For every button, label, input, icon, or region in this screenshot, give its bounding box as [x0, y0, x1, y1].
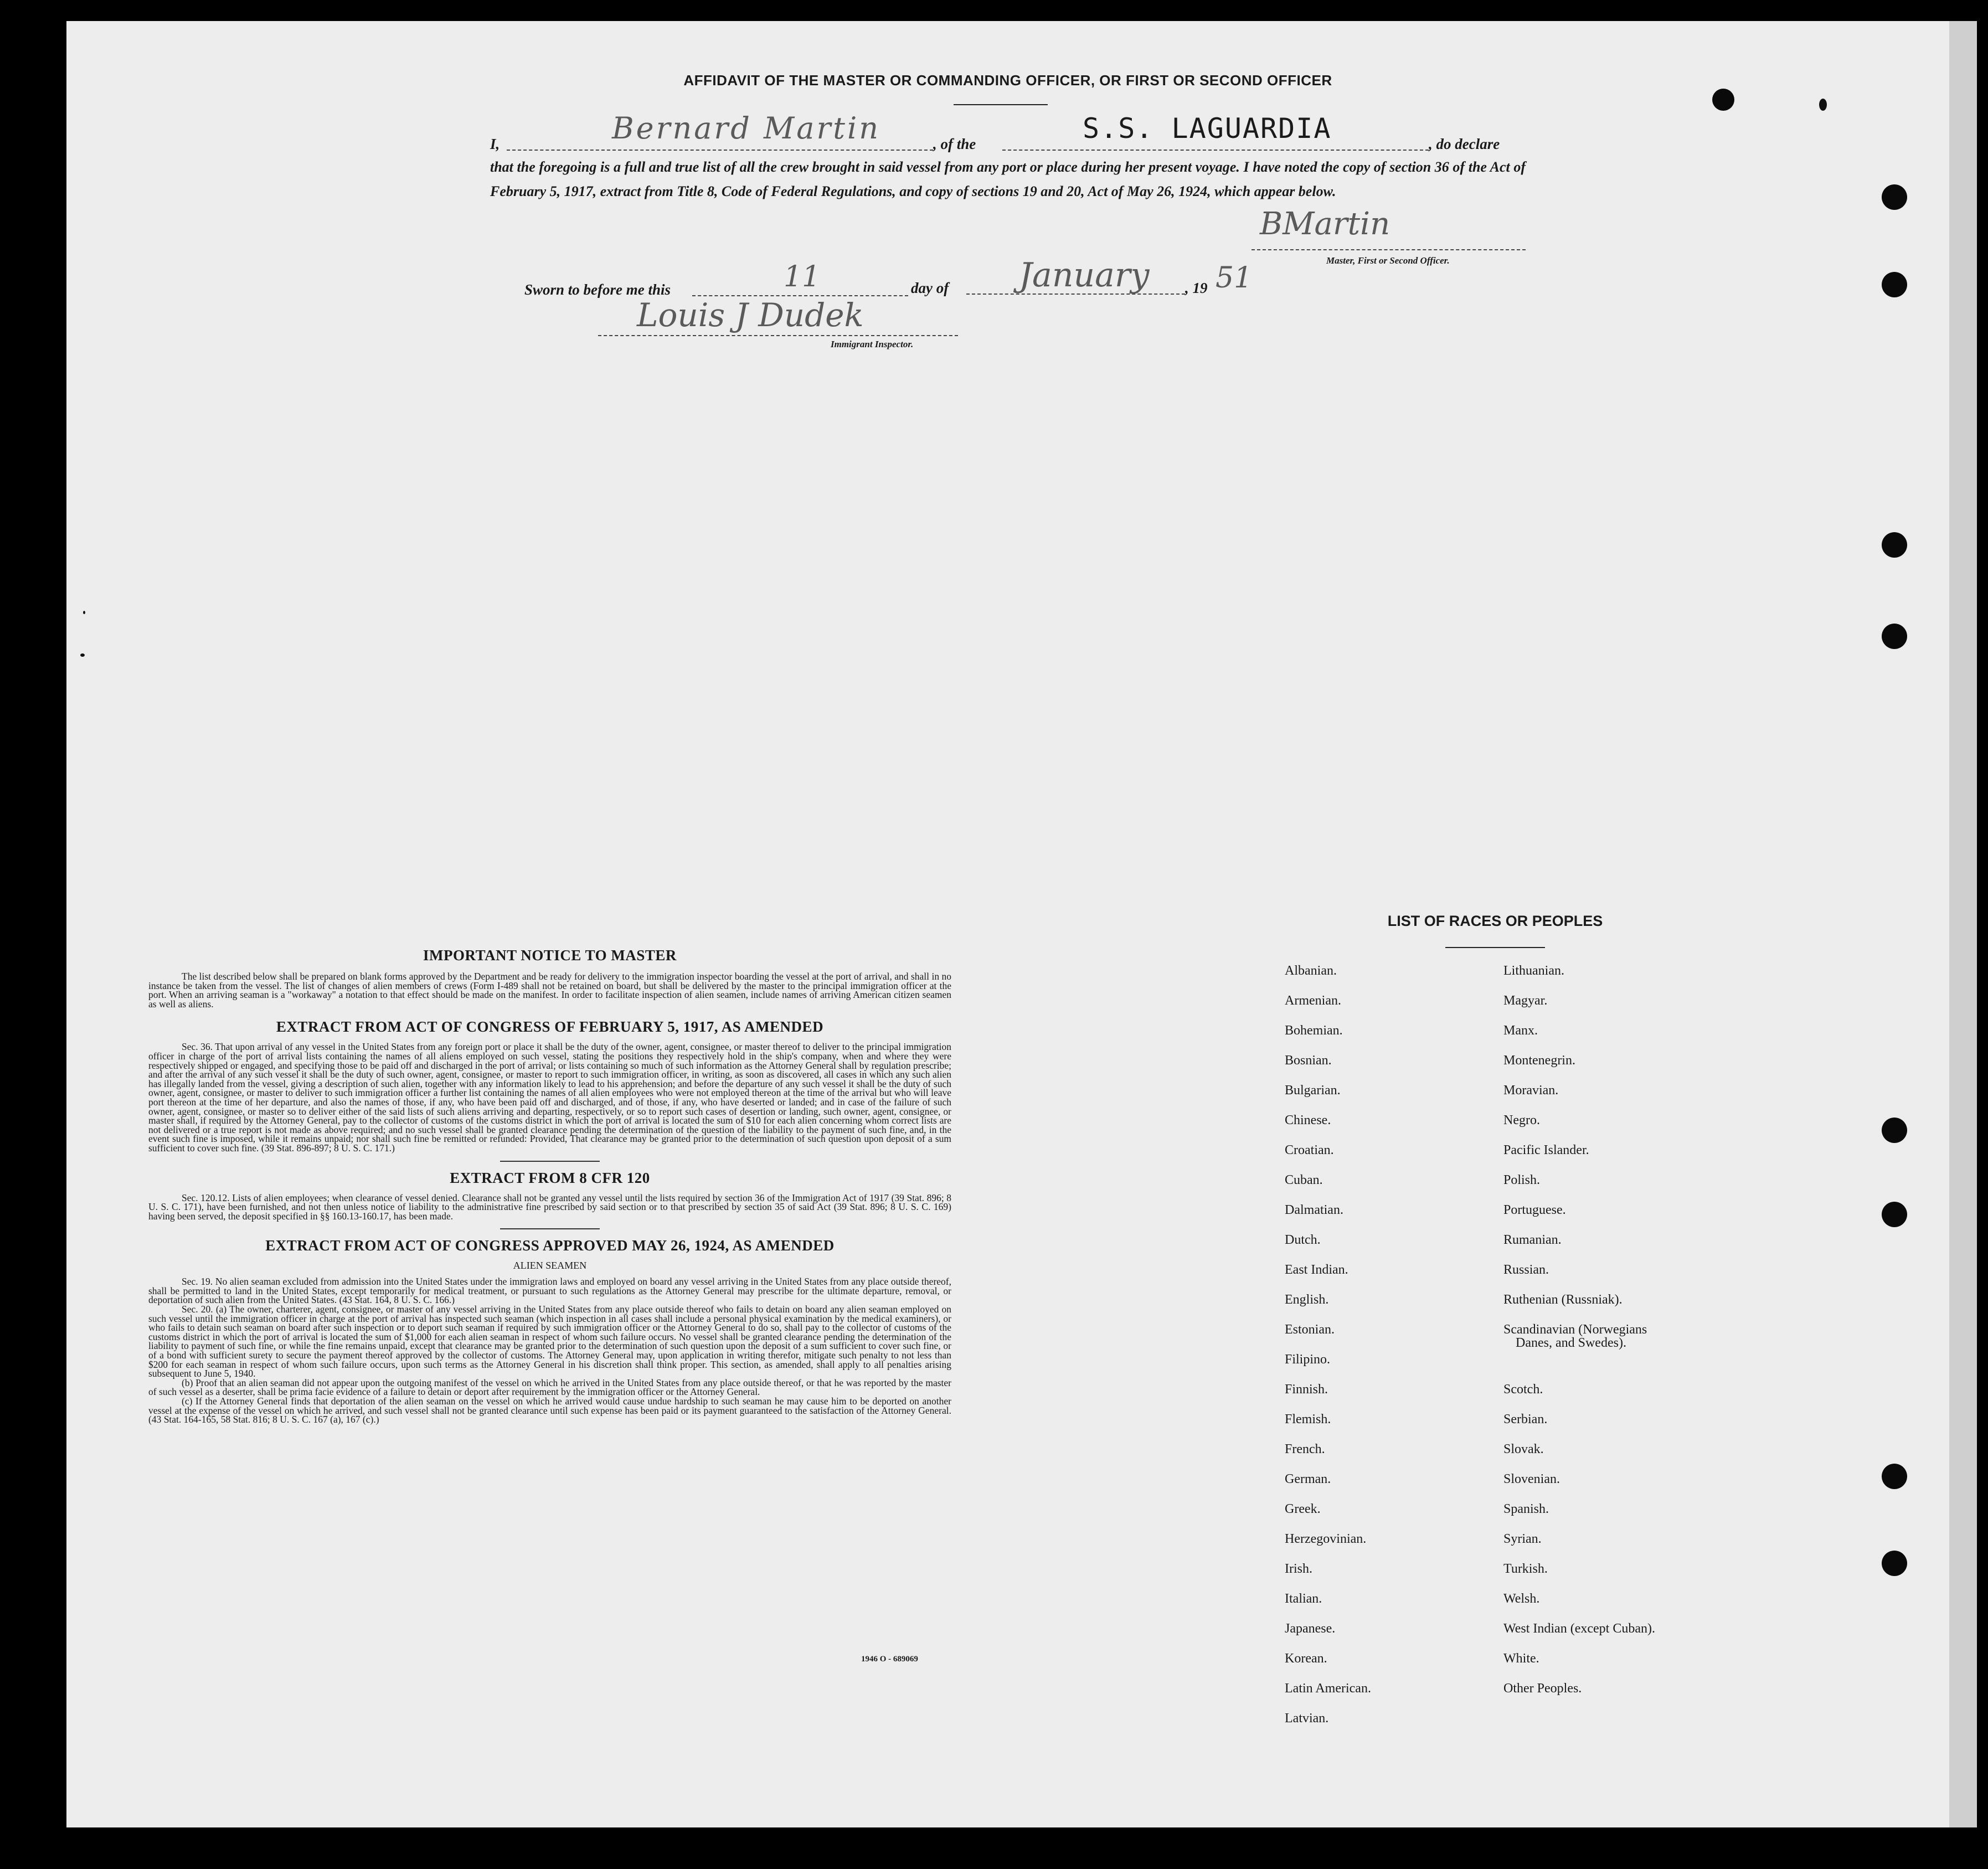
race-item: Moravian. [1503, 1083, 1559, 1098]
vessel-name: S.S. LAGUARDIA [1083, 112, 1332, 145]
race-item: Italian. [1285, 1592, 1322, 1606]
master-caption: Master, First or Second Officer. [1326, 255, 1450, 266]
race-item: Flemish. [1285, 1412, 1331, 1427]
race-item: Welsh. [1503, 1592, 1540, 1606]
race-item: Albanian. [1285, 964, 1337, 978]
year-prefix: , 19 [1185, 280, 1208, 296]
punch-hole [1882, 184, 1907, 210]
extract-1924-sec19: Sec. 19. No alien seaman excluded from admission into the United States under the immigration laws and employed on board any vessel arriving in the United States from any place outside thereof, shall be permitted to land in the United States, except temporarily for medical treatment, or pursuant to such regulations as the Attorney General may prescribe for the ultimate departure, removal, or deportation of such alien from the United States. (43 Stat. 164, 8 U. S. C. 166.) [148, 1276, 951, 1306]
inspector-signature-line [598, 335, 958, 336]
race-item: Korean. [1285, 1651, 1327, 1666]
sworn-label: Sworn to before me this [524, 281, 671, 298]
punch-hole [1882, 1118, 1907, 1143]
race-item: Rumanian. [1503, 1233, 1562, 1247]
race-item: White. [1503, 1651, 1539, 1666]
race-item: Montenegrin. [1503, 1053, 1575, 1068]
race-item: German. [1285, 1472, 1331, 1486]
race-item: Russian. [1503, 1263, 1549, 1277]
ink-speck [83, 611, 85, 614]
race-item: Danes, and Swedes). [1516, 1336, 1626, 1350]
race-item: English. [1285, 1293, 1329, 1307]
master-name-handwriting: Bernard Martin [612, 111, 881, 146]
race-item: Pacific Islander. [1503, 1143, 1589, 1157]
extract-1917-title: EXTRACT FROM ACT OF CONGRESS OF FEBRUARY 5, 1917, AS AMENDED [276, 1018, 824, 1036]
race-item: Dalmatian. [1285, 1203, 1343, 1217]
punch-hole [1882, 1464, 1907, 1489]
notice-body: The list described below shall be prepared on blank forms approved by the Department and be ready for delivery to the immigration inspector boarding the vessel at the port of arrival, and shall in no instance be taken from the vessel. The list of changes of alien members of crews (Form I-489 shall not be retained on board, but shall be delivered by the master to the principal immigration officer at the port. When an arriving seaman is a "workaway" a notation to that effect should be made on the manifest. In order to facilitate inspection of alien seamen, include names of arriving American citizen seamen as well as aliens. [148, 971, 951, 1010]
race-item: Armenian. [1285, 993, 1341, 1008]
sworn-day: 11 [784, 260, 821, 294]
race-item: Lithuanian. [1503, 964, 1564, 978]
sworn-month: January [1019, 256, 1150, 295]
race-item: Filipino. [1285, 1352, 1331, 1367]
title-underline [954, 104, 1048, 105]
punch-hole [1712, 89, 1734, 111]
inspector-signature: Louis J Dudek [637, 296, 864, 334]
race-item: Syrian. [1503, 1532, 1542, 1546]
extract-1924-sec20a: Sec. 20. (a) The owner, charterer, agent, consignee, or master of any vessel arriving in the United States from any place outside thereof who fails to detain on board any alien seaman employed on such vessel until the immigration officer in charge at the port of arrival has inspected such seaman (which inspection in all cases shall include a personal physical examination by the medical examiners), or who fails to detain such seaman on board after such inspection or to deport such seaman if required by such immigration officer or the Attorney General to do so, shall pay to the collector of customs of the customs district in which the port of arrival is located the sum of $1,000 for each alien seaman in respect of whom such failure occurs. No vessel shall be granted clearance pending the determination of the liability to payment of such fine, or while the fine remains unpaid, except that clearance may be granted prior to the determination of such question upon the deposit of a sum sufficient to cover such fine, or of a bond with sufficient surety to secure the payment thereof approved by the collector of customs. The Attorney General may, upon application in writing therefor, mitigate such penalty to not less than $200 for each seaman in respect of whom such failure occurs, upon such terms as the Attorney General in his discretion shall think proper. This section, as amended, shall apply to all penalties arising subsequent to June 5, 1940. [148, 1304, 951, 1379]
race-item: Dutch. [1285, 1233, 1321, 1247]
extract-1924-subtitle: ALIEN SEAMEN [513, 1260, 587, 1271]
inspector-caption: Immigrant Inspector. [831, 339, 914, 349]
race-item: Chinese. [1285, 1113, 1331, 1127]
of-the-label: , of the [933, 136, 976, 152]
race-item: Polish. [1503, 1173, 1541, 1187]
section-divider [500, 1161, 600, 1162]
day-of-label: day of [911, 280, 949, 296]
notice-title: IMPORTANT NOTICE TO MASTER [423, 947, 677, 964]
race-item: Manx. [1503, 1023, 1538, 1038]
master-name-line [507, 150, 933, 151]
declaration-text: that the foregoing is a full and true list of all the crew brought in said vessel from any port or place during her present voyage. I have noted the copy of section 36 of the Act of February 5, 1917, extract from Title 8, Code of Federal Regulations, and copy of sections 19 and 20, Act of May 26, 1924, which appear below. [490, 159, 1526, 199]
extract-1924-sec20b: (b) Proof that an alien seaman did not appear upon the outgoing manifest of the vessel on which he arrived in the United States from any place outside thereof, or that he was reported by the master of such vessel as a deserter, shall be prima facie evidence of a failure to detain or deport after requirement by the immigration officer or the Attorney General. [148, 1377, 951, 1398]
race-item: Scandinavian (Norwegians [1503, 1322, 1647, 1337]
affidavit-title: AFFIDAVIT OF THE MASTER OR COMMANDING OFFICER, OR FIRST OR SECOND OFFICER [683, 72, 1332, 89]
race-item: Greek. [1285, 1502, 1321, 1516]
race-item: Latin American. [1285, 1681, 1371, 1696]
races-title-underline [1445, 947, 1545, 948]
race-item: Slovenian. [1503, 1472, 1560, 1486]
race-item: Irish. [1285, 1562, 1312, 1576]
race-item: Bohemian. [1285, 1023, 1343, 1038]
race-item: Herzegovinian. [1285, 1532, 1367, 1546]
race-item: East Indian. [1285, 1263, 1348, 1277]
extract-1917-body: Sec. 36. That upon arrival of any vessel in the United States from any foreign port or place it shall be the duty of the owner, agent, consignee, or master thereof to deliver to the principal immigration officer in charge of the port of arrival lists containing the names of all aliens employed on such vessel, stating the positions they respectively hold in the ship's company, when and where they were respectively shipped or engaged, and specifying those to be paid off and discharged in the port of arrival; or lists containing so much of such information as the Attorney General shall by regulation prescribe; and after the arrival of any such vessel it shall be the duty of such owner, agent, consignee, or master to report to such immigration officer, in writing, as soon as discovered, all cases in which any such alien has illegally landed from the vessel, giving a description of such alien, together with any information likely to lead to his apprehension; and before the departure of any such vessel it shall be the duty of such owner, agent, consignee, or master to deliver to such immigration officer a further list containing the names of all alien employees who were not employed thereon at the time of the arrival but who will leave port thereon at the time of her departure, and also the names of those, if any, who have been paid off and discharged, and of those, if any, who have deserted or landed; and in case of the failure of such owner, agent, consignee, or master so to deliver either of the said lists of such aliens arriving and departing, respectively, or so to report such cases of desertion or landing, such owner, agent, consignee, or master shall, if required by the Attorney General, pay to the collector of customs of the customs district in which the port of arrival is located the sum of $10 for each alien concerning whom correct lists are not delivered or a true report is not made as above required; and no such vessel shall be granted clearance pending the determination of the question of the liability to the payment of such fine, and, in the event such fine is imposed, while it remains unpaid; nor shall such fine be remitted or refunded: Provided, That clearance may be granted prior to the determination of such question upon deposit of a sum sufficient to cover such fine. (39 Stat. 896-897; 8 U. S. C. 171.) [148, 1041, 951, 1154]
race-item: French. [1285, 1442, 1325, 1456]
race-item: Cuban. [1285, 1173, 1323, 1187]
race-item: Slovak. [1503, 1442, 1544, 1456]
race-item: Magyar. [1503, 993, 1548, 1008]
page-edge-strip [1949, 21, 1977, 1827]
affidavit-i-label: I, [490, 136, 500, 152]
race-item: Finnish. [1285, 1382, 1328, 1397]
extract-1924-sec20c: (c) If the Attorney General finds that deportation of the alien seaman on the vessel on which he arrived would cause undue hardship to such seaman he may cause him to be deported on another vessel at the expense of the vessel on which he arrived, and such vessel shall not be granted clearance until such expense has been paid or its payment guaranteed to the satisfaction of the Attorney General. (43 Stat. 164-165, 58 Stat. 816; 8 U. S. C. 167 (a), 167 (c).) [148, 1396, 951, 1425]
extract-1924-title: EXTRACT FROM ACT OF CONGRESS APPROVED MAY 26, 1924, AS AMENDED [265, 1237, 835, 1254]
extract-cfr-body: Sec. 120.12. Lists of alien employees; when clearance of vessel denied. Clearance shall not be granted any vessel until the lists required by section 36 of the Immigration Act of 1917 (39 Stat. 896; 8 U. S. C. 171), have been furnished, and not then unless notice of liability to the administrative fine prescribed by said section or to that prescribed by section 35 of said Act (39 Stat. 896; 8 U. S. C. 169) having been served, the deposit specified in §§ 160.13-160.17, has been made. [148, 1192, 951, 1222]
race-item: West Indian (except Cuban). [1503, 1621, 1655, 1636]
year-suffix: 51 [1216, 261, 1253, 295]
race-item: Portuguese. [1503, 1203, 1566, 1217]
master-signature: BMartin [1260, 206, 1390, 242]
print-code: 1946 O - 689069 [861, 1655, 918, 1664]
extract-cfr-title: EXTRACT FROM 8 CFR 120 [450, 1169, 650, 1186]
punch-hole [1882, 272, 1907, 297]
ink-speck [1819, 99, 1827, 111]
race-item: Latvian. [1285, 1711, 1329, 1726]
race-item: Bulgarian. [1285, 1083, 1341, 1098]
races-title: LIST OF RACES OR PEOPLES [1387, 913, 1603, 929]
race-item: Ruthenian (Russniak). [1503, 1293, 1623, 1307]
punch-hole [1882, 624, 1907, 649]
race-item: Scotch. [1503, 1382, 1543, 1397]
race-item: Turkish. [1503, 1562, 1548, 1576]
race-item: Other Peoples. [1503, 1681, 1582, 1696]
ink-speck [80, 653, 85, 657]
race-item: Spanish. [1503, 1502, 1549, 1516]
race-item: Japanese. [1285, 1621, 1336, 1636]
punch-hole [1882, 1551, 1907, 1576]
race-item: Estonian. [1285, 1322, 1335, 1337]
section-divider [500, 1228, 600, 1229]
punch-hole [1882, 1202, 1907, 1227]
master-signature-line [1251, 249, 1526, 250]
notice-block [148, 947, 951, 1424]
do-declare-label: , do declare [1429, 136, 1500, 152]
vessel-line [1002, 150, 1429, 151]
race-item: Bosnian. [1285, 1053, 1332, 1068]
punch-hole [1882, 532, 1907, 558]
race-item: Croatian. [1285, 1143, 1334, 1157]
race-item: Negro. [1503, 1113, 1540, 1127]
race-item: Serbian. [1503, 1412, 1548, 1427]
form-page [66, 21, 1949, 1827]
